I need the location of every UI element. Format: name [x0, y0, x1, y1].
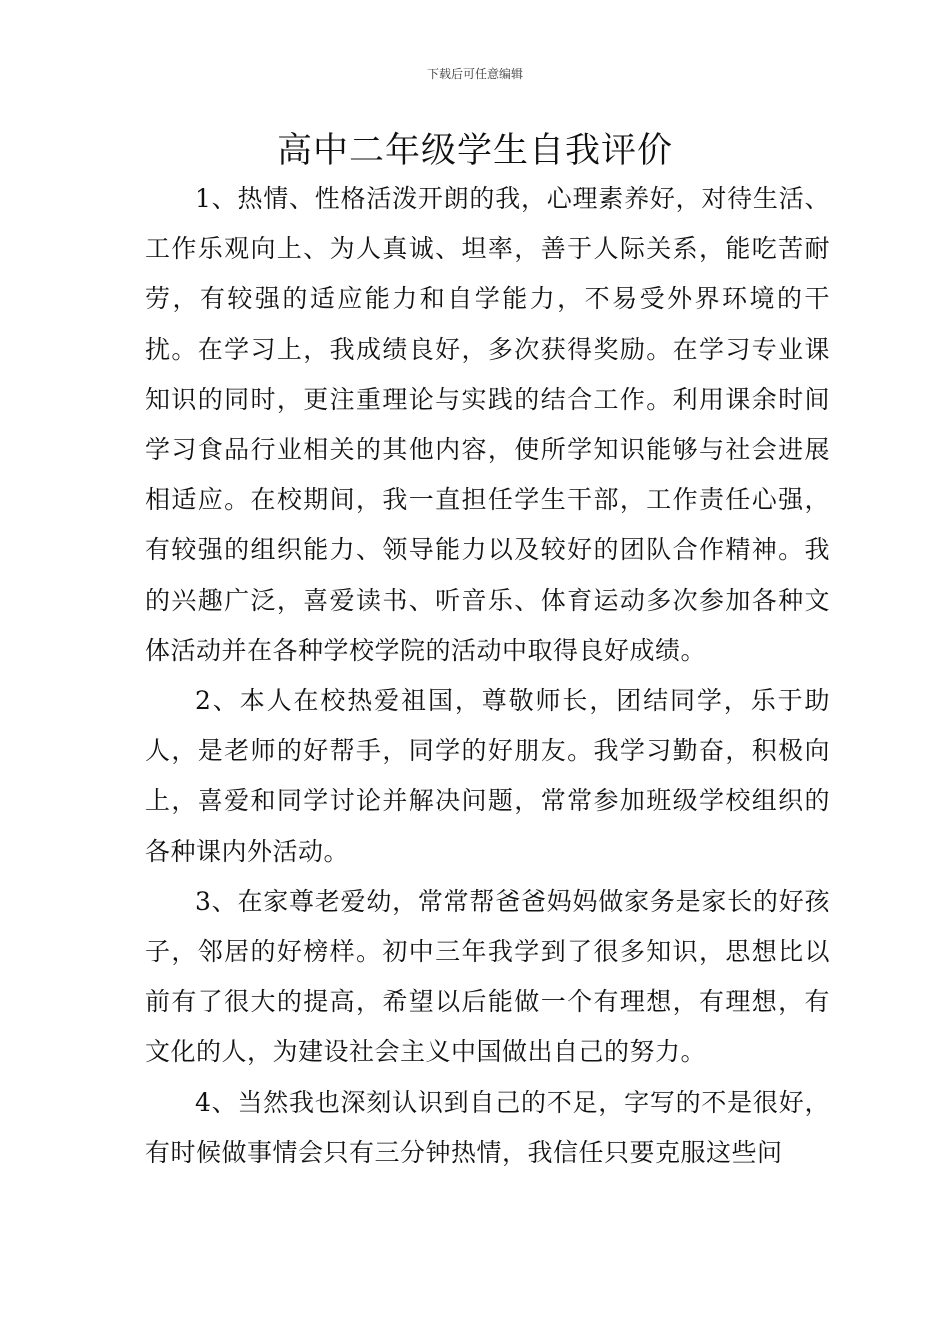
- paragraph-3: 3、在家尊老爱幼，常常帮爸爸妈妈做家务是家长的好孩子，邻居的好榜样。初中三年我学到了很多知识，思想比以前有了很大的提高，希望以后能做一个有理想，有理想，有文化的人，为建设社会主义中国做出自己的努力。: [145, 886, 830, 1067]
- paragraph-2: 2、本人在校热爱祖国，尊敬师长，团结同学，乐于助人，是老师的好帮手，同学的好朋友。我学习勤奋，积极向上，喜爱和同学讨论并解决问题，常常参加班级学校组织的各种课内外活动。: [145, 686, 830, 866]
- paragraph-1: 1、热情、性格活泼开朗的我，心理素养好，对待生活、工作乐观向上、为人真诚、坦率，善于人际关系，能吃苦耐劳，有较强的适应能力和自学能力，不易受外界环境的干扰。在学习上，我成绩良好，多次获得奖励。在学习专业课知识的同时，更注重理论与实践的结合工作。利用课余时间学习食品行业相关的其他内容，使所学知识能够与社会进展相适应。在校期间，我一直担任学生干部，工作责任心强，有较强的组织能力、领导能力以及较好的团队合作精神。我的兴趣广泛，喜爱读书、听音乐、体育运动多次参加各种文体活动并在各种学校学院的活动中取得良好成绩。: [145, 184, 830, 665]
- paragraph-4: 4、当然我也深刻认识到自己的不足，字写的不是很好，有时候做事情会只有三分钟热情，我信任只要克服这些问: [145, 1087, 830, 1167]
- header-note: 下载后可任意编辑: [426, 67, 523, 81]
- document-title: 高中二年级学生自我评价: [276, 131, 673, 171]
- document-body: [145, 174, 830, 1178]
